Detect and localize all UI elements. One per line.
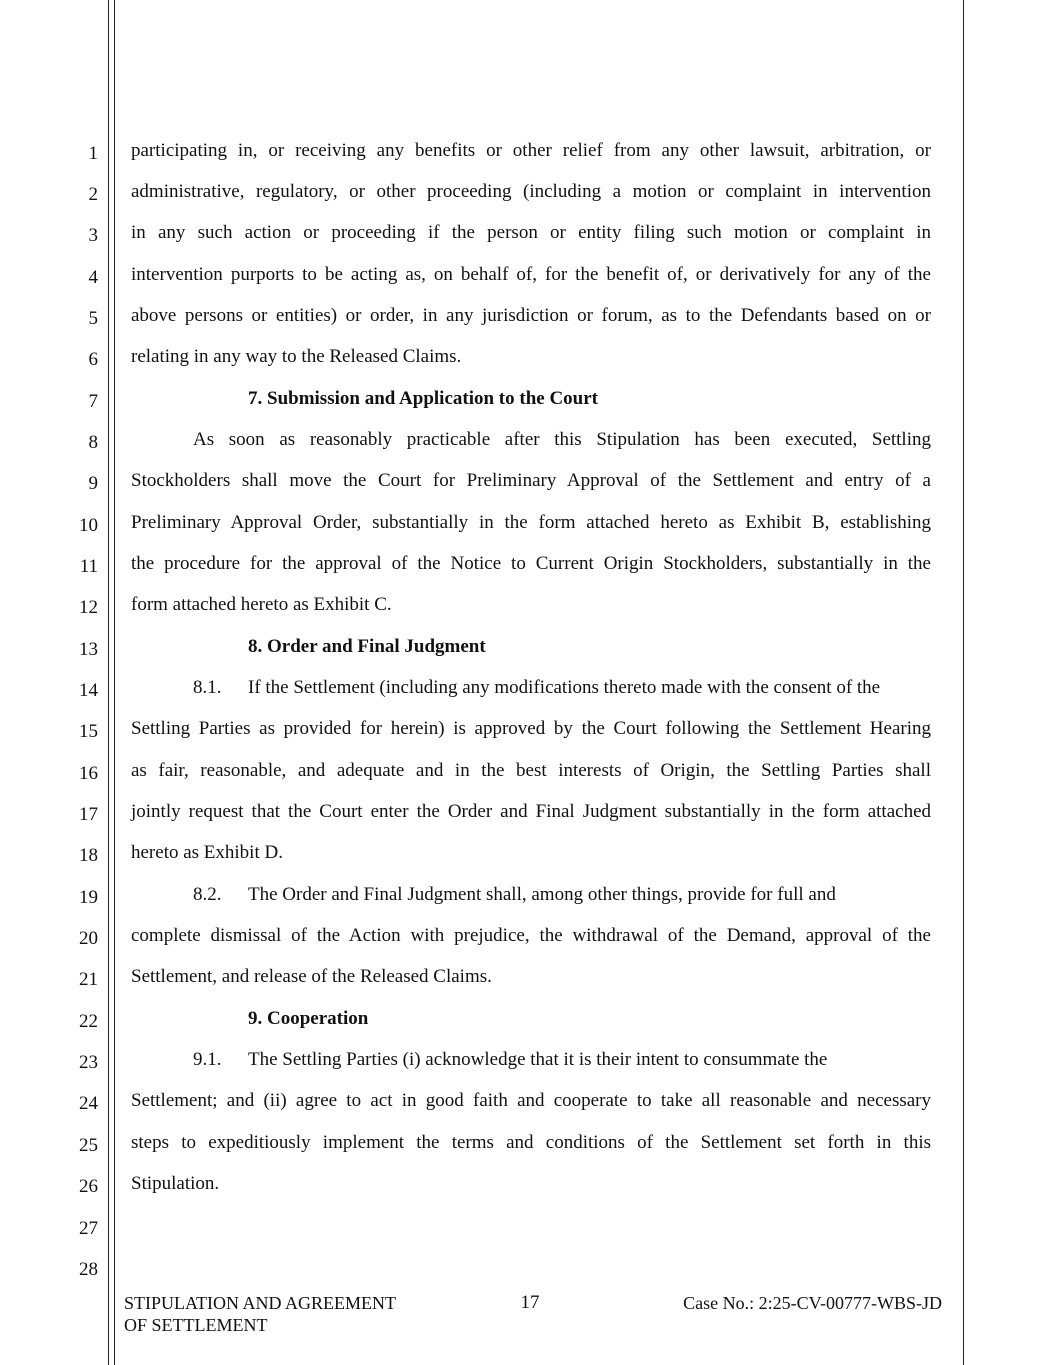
body-line: participating in, or receiving any benefits or other relief from any other lawsuit, arbitration, or: [131, 140, 931, 161]
numbered-paragraph-8-2: [193, 884, 931, 906]
footer-title-line: STIPULATION AND AGREEMENT: [124, 1293, 396, 1313]
line-number: 16: [79, 763, 98, 784]
line-number: 5: [88, 308, 98, 329]
body-line: above persons or entities) or order, in any jurisdiction or forum, as to the Defendants based on or: [131, 305, 931, 326]
body-line: as fair, reasonable, and adequate and in the best interests of Origin, the Settling Parties shall: [131, 760, 931, 781]
footer-title-line: OF SETTLEMENT: [124, 1315, 268, 1335]
section-heading-8: 8. Order and Final Judgment: [248, 636, 486, 657]
line-number: 12: [79, 597, 98, 618]
line-number: 14: [79, 680, 98, 701]
line-number: 4: [88, 267, 98, 288]
paragraph-number: 8.1.: [193, 677, 222, 698]
body-line: The Settling Parties (i) acknowledge that it is their intent to consummate the: [248, 1049, 828, 1070]
right-margin-rule: [963, 0, 964, 1365]
body-line: Settlement; and (ii) agree to act in good faith and cooperate to take all reasonable and necessary: [131, 1090, 931, 1111]
line-number: 27: [79, 1218, 98, 1239]
case-number: Case No.: 2:25-CV-00777-WBS-JD: [683, 1293, 942, 1313]
line-number: 23: [79, 1052, 98, 1073]
line-number: 17: [79, 804, 98, 825]
line-number: 6: [88, 349, 98, 370]
paragraph-number: 8.2.: [193, 884, 222, 905]
line-number: 18: [79, 845, 98, 866]
line-number: 7: [88, 391, 98, 412]
line-number: 15: [79, 721, 98, 742]
body-line: Stockholders shall move the Court for Preliminary Approval of the Settlement and entry of a: [131, 470, 931, 491]
body-line: Settling Parties as provided for herein) is approved by the Court following the Settlement Hearing: [131, 718, 931, 739]
left-margin-rule-outer: [108, 0, 109, 1365]
paragraph-number: 9.1.: [193, 1049, 222, 1070]
line-number: 19: [79, 887, 98, 908]
body-line: Preliminary Approval Order, substantially in the form attached hereto as Exhibit B, establishing: [131, 512, 931, 533]
body-line: in any such action or proceeding if the person or entity filing such motion or complaint in: [131, 222, 931, 243]
page-number: 17: [520, 1292, 540, 1313]
line-number: 22: [79, 1011, 98, 1032]
line-number: 24: [79, 1093, 98, 1114]
line-number: 3: [88, 225, 98, 246]
line-number: 26: [79, 1176, 98, 1197]
line-number: 25: [79, 1135, 98, 1156]
body-line: If the Settlement (including any modifications thereto made with the consent of the: [248, 677, 881, 698]
section-heading-9: 9. Cooperation: [248, 1008, 369, 1029]
body-line: relating in any way to the Released Claims.: [131, 346, 462, 367]
body-line: the procedure for the approval of the Notice to Current Origin Stockholders, substantially in the: [131, 553, 931, 574]
body-line: As soon as reasonably practicable after this Stipulation has been executed, Settling: [193, 429, 931, 450]
body-line: Settlement, and release of the Released Claims.: [131, 966, 492, 987]
line-number: 10: [79, 515, 98, 536]
line-number: 1: [88, 143, 98, 164]
line-number: 2: [88, 184, 98, 205]
body-line: Stipulation.: [131, 1173, 220, 1194]
line-number: 8: [88, 432, 98, 453]
line-number: 20: [79, 928, 98, 949]
line-number: 21: [79, 969, 98, 990]
line-number: 11: [79, 556, 98, 577]
numbered-paragraph-8-1: [193, 677, 931, 699]
line-number: 9: [88, 473, 98, 494]
body-line: administrative, regulatory, or other proceeding (including a motion or complaint in intervention: [131, 181, 931, 202]
body-line: steps to expeditiously implement the terms and conditions of the Settlement set forth in this: [131, 1132, 931, 1153]
numbered-paragraph-9-1: [193, 1049, 931, 1071]
line-number: 28: [79, 1259, 98, 1280]
section-heading-7: 7. Submission and Application to the Court: [248, 388, 598, 409]
line-number: 13: [79, 639, 98, 660]
body-line: intervention purports to be acting as, on behalf of, for the benefit of, or derivatively for any of the: [131, 264, 931, 285]
body-line: hereto as Exhibit D.: [131, 842, 283, 863]
body-line: jointly request that the Court enter the Order and Final Judgment substantially in the form attached: [131, 801, 931, 822]
body-line: form attached hereto as Exhibit C.: [131, 594, 392, 615]
left-margin-rule-inner: [114, 0, 115, 1365]
footer-document-title: [124, 1292, 396, 1336]
body-line: complete dismissal of the Action with prejudice, the withdrawal of the Demand, approval of the: [131, 925, 931, 946]
body-line: The Order and Final Judgment shall, among other things, provide for full and: [248, 884, 836, 905]
